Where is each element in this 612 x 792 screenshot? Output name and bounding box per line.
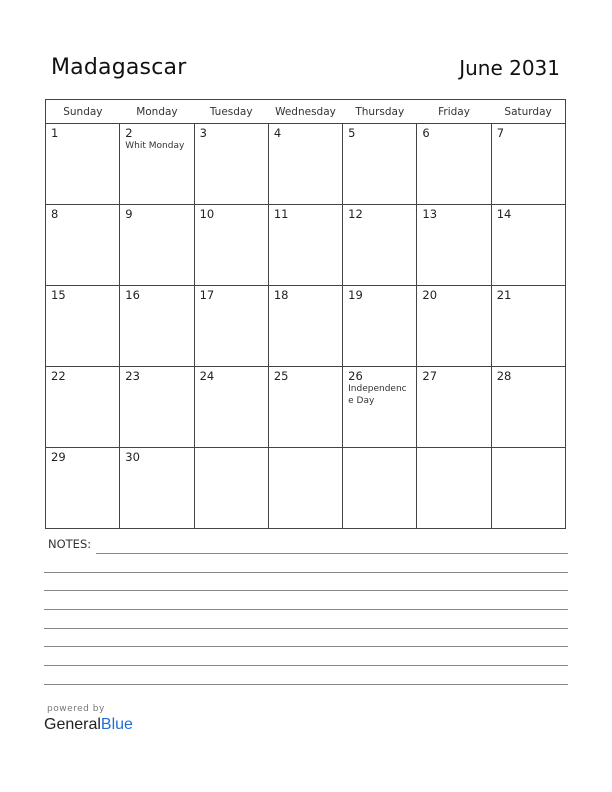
day-cell [343,124,417,205]
weekday-sunday: Sunday [46,100,120,124]
day-cell [194,448,268,529]
weekday-wednesday: Wednesday [268,100,342,124]
day-number: 26 [348,369,363,383]
brand-blue: Blue [100,716,133,733]
month-year-title: June 2031 [459,56,560,80]
day-cell [46,124,120,205]
day-cell [343,367,417,448]
holiday-label: Whit Monday [125,141,185,151]
weekday-friday: Friday [417,100,491,124]
week-row [46,367,566,448]
day-number: 25 [273,369,289,383]
day-cell [194,205,268,286]
day-number: 22 [51,369,66,383]
day-number: 11 [273,207,289,221]
notes-line [44,628,568,629]
day-number: 7 [496,126,505,140]
day-cell [120,205,194,286]
calendar-grid [45,99,566,529]
brand-general: General [44,716,101,733]
day-cell [46,205,120,286]
notes-line [44,609,568,610]
day-cell [46,448,120,529]
notes-line [44,572,568,573]
day-number: 14 [496,207,512,221]
day-number: 24 [199,369,215,383]
day-number: 19 [348,288,363,302]
day-number: 17 [199,288,215,302]
notes-line [44,590,568,591]
day-number: 23 [125,369,140,383]
day-number: 30 [125,450,140,464]
day-cell [343,205,417,286]
day-cell [491,286,565,367]
weekday-header-row [46,100,566,124]
day-cell [268,124,342,205]
day-cell [194,286,268,367]
day-cell [268,286,342,367]
day-number: 20 [422,288,438,302]
notes-line [44,665,568,666]
country-title: Madagascar [51,55,187,80]
notes-line [96,553,568,554]
week-row [46,124,566,205]
generalblue-logo[interactable] [44,716,133,734]
day-number: 15 [51,288,66,302]
day-number: 1 [51,126,59,140]
day-number: 21 [496,288,512,302]
holiday-label: Independence Day [348,384,407,406]
day-cell [46,367,120,448]
day-number: 10 [199,207,215,221]
day-cell [343,286,417,367]
weekday-thursday: Thursday [343,100,417,124]
week-row [46,286,566,367]
day-number: 28 [496,369,512,383]
day-number: 8 [51,207,59,221]
day-cell [120,367,194,448]
day-number: 16 [125,288,140,302]
day-cell [417,367,491,448]
day-cell [268,448,342,529]
powered-by-text: powered by [47,704,105,714]
day-number: 9 [125,207,133,221]
day-cell [194,367,268,448]
day-number: 6 [422,126,430,140]
week-row [46,205,566,286]
day-cell [491,448,565,529]
day-cell [491,205,565,286]
day-cell [417,286,491,367]
day-number: 5 [348,126,356,140]
day-number: 29 [51,450,66,464]
day-cell [46,286,120,367]
week-row [46,448,566,529]
day-cell [491,367,565,448]
notes-label: NOTES: [48,537,92,551]
day-number: 27 [422,369,438,383]
day-cell [491,124,565,205]
day-number: 4 [273,126,282,140]
weekday-saturday: Saturday [491,100,565,124]
day-cell [417,124,491,205]
day-cell [343,448,417,529]
day-cell [417,448,491,529]
day-cell [120,124,194,205]
day-number: 2 [125,126,133,140]
notes-line [44,646,568,647]
day-number: 3 [199,126,207,140]
day-number: 18 [273,288,289,302]
day-number: 12 [348,207,363,221]
day-cell [417,205,491,286]
weekday-tuesday: Tuesday [194,100,268,124]
weekday-monday: Monday [120,100,194,124]
day-number: 13 [422,207,438,221]
day-cell [120,286,194,367]
day-cell [120,448,194,529]
notes-line [44,684,568,685]
day-cell [268,367,342,448]
day-cell [194,124,268,205]
day-cell [268,205,342,286]
